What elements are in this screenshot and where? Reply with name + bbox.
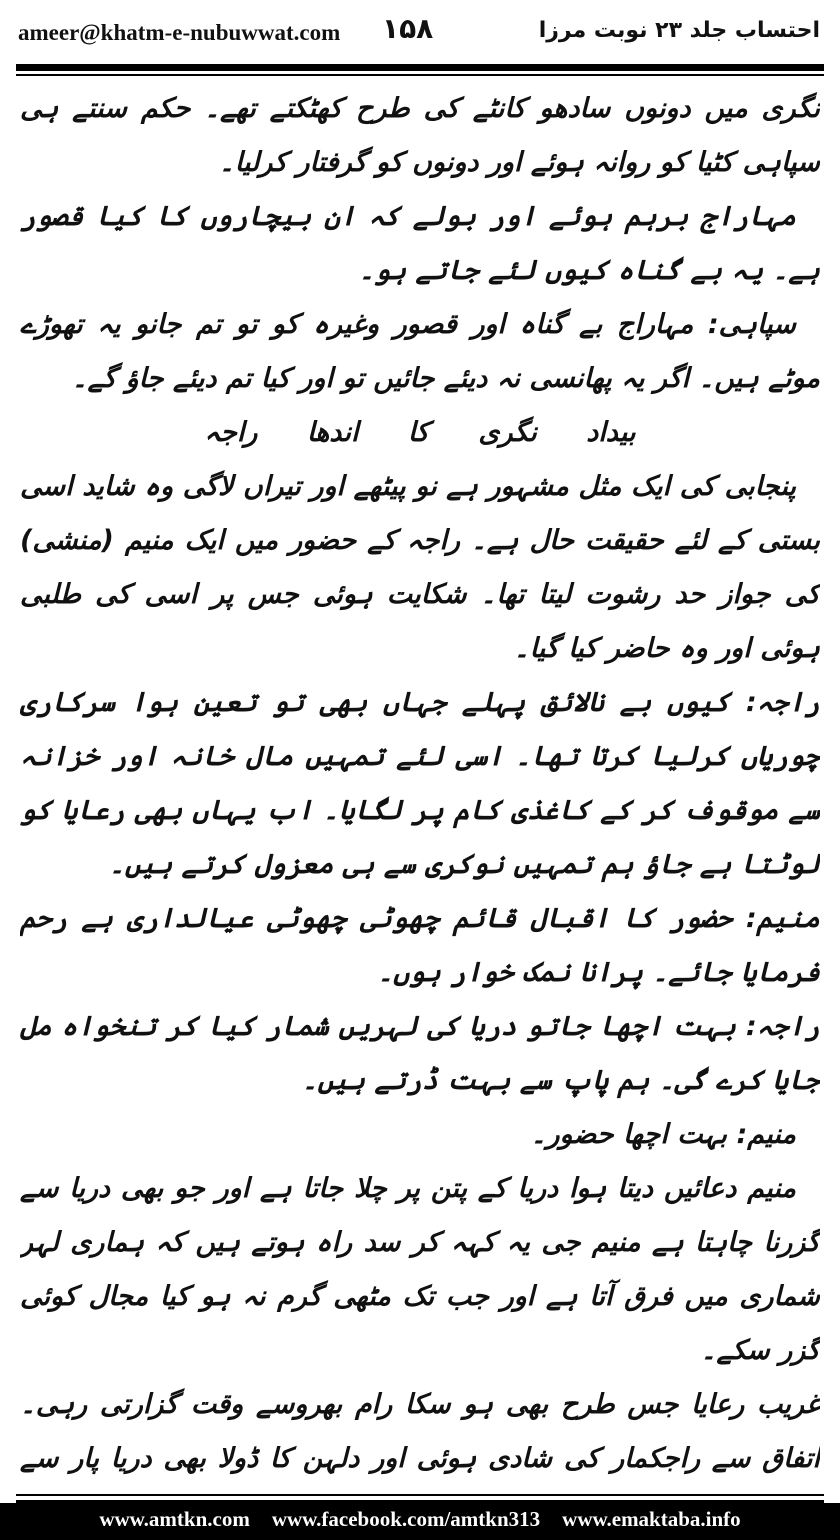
paragraph-9: منیم دعائیں دیتا ہوا دریا کے پتن پر چلا جاتا ہے اور جو بھی دریا سے گزرنا چاہتا ہے منیم جی یہ کہہ کر سد راہ ہوتے ہیں کہ ہماری لہر شماری میں فرق آتا ہے اور جب تک مٹھی گرم نہ ہو کیا مجال کوئی گزر سکے۔ (20, 1173, 820, 1366)
paragraph-7: راجہ: بہت اچھا جاتو دریا کی لہریں شمار کیا کر تنخواہ مل جایا کرے گی۔ ہم پاپ سے بہت ڈرتے ہیں۔ (20, 1011, 820, 1096)
footer-link-emaktaba[interactable]: www.emaktaba.info (562, 1507, 741, 1531)
paragraph-6: منیم: حضور کا اقبال قائم چھوٹی چھوٹی عیالداری ہے رحم فرمایا جائے۔ پرانا نمک خوار ہوں۔ (20, 903, 820, 988)
book-title: احتساب جلد ۲۳ نوبت مرزا (538, 18, 820, 43)
page-content (20, 82, 820, 1477)
header-rule-thin (16, 74, 824, 76)
footer-link-amtkn[interactable]: www.amtkn.com (99, 1507, 250, 1531)
page-number: ۱۵۸ (382, 12, 434, 45)
section-heading: بیداد نگری کا اندھا راجہ (204, 417, 636, 448)
footer-rule-thin (16, 1494, 824, 1496)
paragraph-5: راجہ: کیوں بے نالائق پہلے جہاں بھی تو تعین ہوا سرکاری چوریاں کرلیا کرتا تھا۔ اسی لئے تمہیں مال خانہ اور خزانہ سے موقوف کر کے کاغذی کام پر لگایا۔ اب یہاں بھی رعایا کو لوٹتا ہے جاؤ ہم تمہیں نوکری سے ہی معزول کرتے ہیں۔ (20, 687, 820, 880)
header-email[interactable]: ameer@khatm-e-nubuwwat.com (18, 20, 341, 45)
paragraph-3: سپاہی: مہاراج بے گناہ اور قصور وغیرہ کو تو تم جانو یہ تھوڑے موٹے ہیں۔ اگر یہ پھانسی نہ دیئے جائیں تو اور کیا تم دیئے جاؤ گے۔ (20, 309, 820, 394)
paragraph-8: منیم: بہت اچھا حضور۔ (530, 1119, 796, 1150)
paragraph-4: پنجابی کی ایک مثل مشہور ہے نو پیٹھے اور تیراں لاگی وہ شاید اسی بستی کے لئے حقیقت حال ہے۔ راجہ کے حضور میں ایک منیم (منشی) کی جواز حد رشوت لیتا تھا۔ شکایت ہوئی جس پر اسی کی طلبی ہوئی اور وہ حاضر کیا گیا۔ (20, 471, 820, 664)
footer-bar (0, 1503, 840, 1540)
paragraph-2: مہاراج برہم ہوئے اور بولے کہ ان بیچاروں کا کیا قصور ہے۔ یہ بے گناہ کیوں لئے جاتے ہو۔ (20, 201, 820, 286)
footer-link-facebook[interactable]: www.facebook.com/amtkn313 (271, 1507, 541, 1531)
page-header (0, 0, 840, 66)
paragraph-1: نگری میں دونوں سادھو کانٹے کی طرح کھٹکتے تھے۔ حکم سنتے ہی سپاہی کٹیا کو روانہ ہوئے اور دونوں کو گرفتار کرلیا۔ (20, 93, 820, 178)
footer-links (0, 1507, 840, 1532)
header-rule-thick (16, 64, 824, 71)
paragraph-10: غریب رعایا جس طرح بھی ہو سکا رام بھروسے وقت گزارتی رہی۔ اتفاق سے راجکمار کی شادی ہوئی اور دلہن کا ڈولا بھی دریا پار سے (20, 1389, 820, 1474)
